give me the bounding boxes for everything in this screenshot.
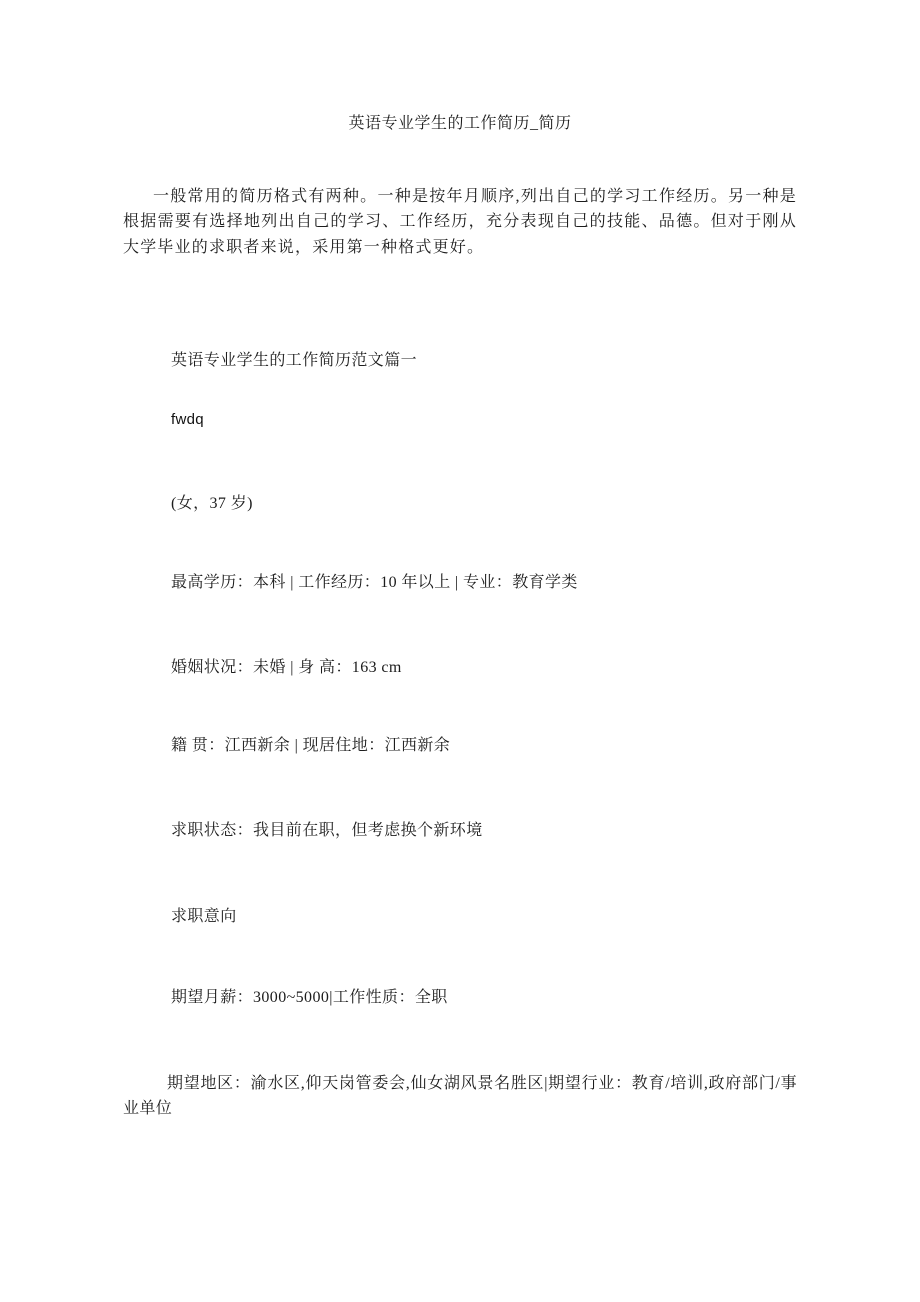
resume-marriage-line: 婚姻状况：未婚 | 身 高：163 cm [171,659,402,676]
resume-status-line: 求职状态：我目前在职，但考虑换个新环境 [171,822,483,839]
resume-name: fwdq [171,411,204,428]
resume-education-line: 最高学历：本科 | 工作经历：10 年以上 | 专业：教育学类 [171,574,578,591]
resume-salary-line: 期望月薪：3000~5000|工作性质：全职 [171,989,448,1006]
resume-origin-line: 籍 贯：江西新余 | 现居住地：江西新余 [171,737,451,754]
resume-gender-age: (女，37 岁) [171,495,253,512]
resume-region-line: 期望地区：渝水区,仰天岗管委会,仙女湖风景名胜区|期望行业：教育/培训,政府部门/事业单位 [123,1075,797,1118]
sample-section-heading: 英语专业学生的工作简历范文篇一 [171,352,418,369]
document-title: 英语专业学生的工作简历_简历 [348,115,572,132]
intro-paragraph: 一般常用的简历格式有两种。一种是按年月顺序,列出自己的学习工作经历。另一种是根据需要有选择地列出自己的学习、工作经历，充分表现自己的技能、品德。但对于刚从大学毕业的求职者来说，采用第一种格式更好。 [123,188,797,256]
resume-intention-heading: 求职意向 [171,908,237,925]
